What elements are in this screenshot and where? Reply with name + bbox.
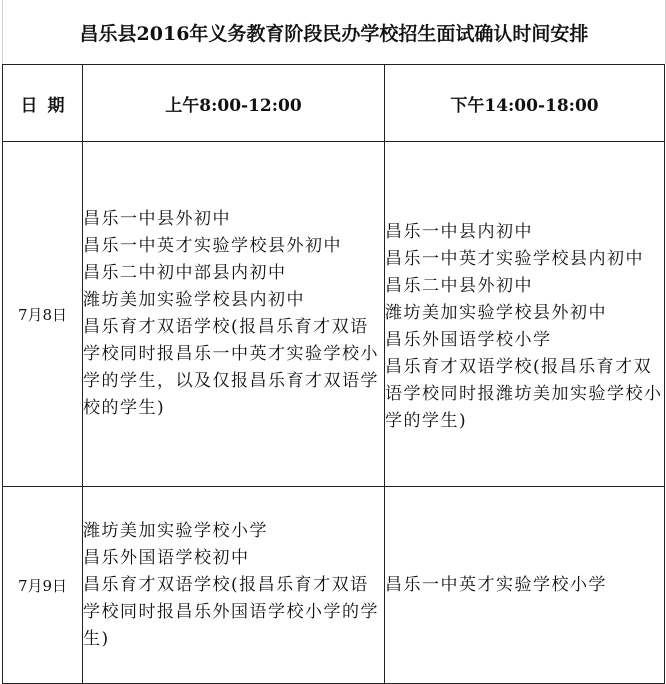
page-title: 昌乐县2016年义务教育阶段民办学校招生面试确认时间安排	[2, 0, 666, 64]
header-afternoon: 下午14:00-18:00	[385, 65, 665, 142]
school-entry: 潍坊美加实验学校小学	[83, 520, 268, 541]
morning-slot	[83, 142, 385, 487]
school-entry: 昌乐育才双语学校(报昌乐育才双语学校同时报潍坊美加实验学校小学的学生)	[385, 357, 663, 431]
school-entry: 潍坊美加实验学校县外初中	[385, 303, 607, 323]
school-entry: 昌乐二中初中部县内初中	[83, 263, 287, 283]
school-entry: 昌乐育才双语学校(报昌乐育才双语学校同时报昌乐外国语学校小学的学生)	[83, 574, 379, 649]
table-header-row	[3, 65, 665, 142]
date-cell: 7月8日	[3, 142, 83, 487]
school-entry: 潍坊美加实验学校县内初中	[83, 290, 305, 310]
school-entry: 昌乐育才双语学校(报昌乐育才双语学校同时报昌乐一中英才实验学校小学的学生，以及仅报昌乐育才双语学校的学生)	[83, 317, 379, 418]
schedule-table	[2, 64, 665, 684]
school-entry: 昌乐外国语学校小学	[385, 330, 552, 350]
table-row	[3, 487, 665, 684]
afternoon-slot	[385, 142, 665, 487]
morning-slot	[83, 487, 385, 684]
school-entry: 昌乐一中英才实验学校小学	[385, 574, 607, 595]
table-row	[3, 142, 665, 487]
school-entry: 昌乐一中英才实验学校县内初中	[385, 249, 644, 269]
school-entry: 昌乐二中县外初中	[385, 276, 533, 296]
header-morning: 上午8:00-12:00	[83, 65, 385, 142]
school-entry: 昌乐外国语学校初中	[83, 547, 250, 568]
header-date: 日期	[3, 65, 83, 142]
school-entry: 昌乐一中县内初中	[385, 222, 533, 242]
school-entry: 昌乐一中县外初中	[83, 209, 231, 229]
school-entry: 昌乐一中英才实验学校县外初中	[83, 236, 342, 256]
afternoon-slot	[385, 487, 665, 684]
date-cell: 7月9日	[3, 487, 83, 684]
